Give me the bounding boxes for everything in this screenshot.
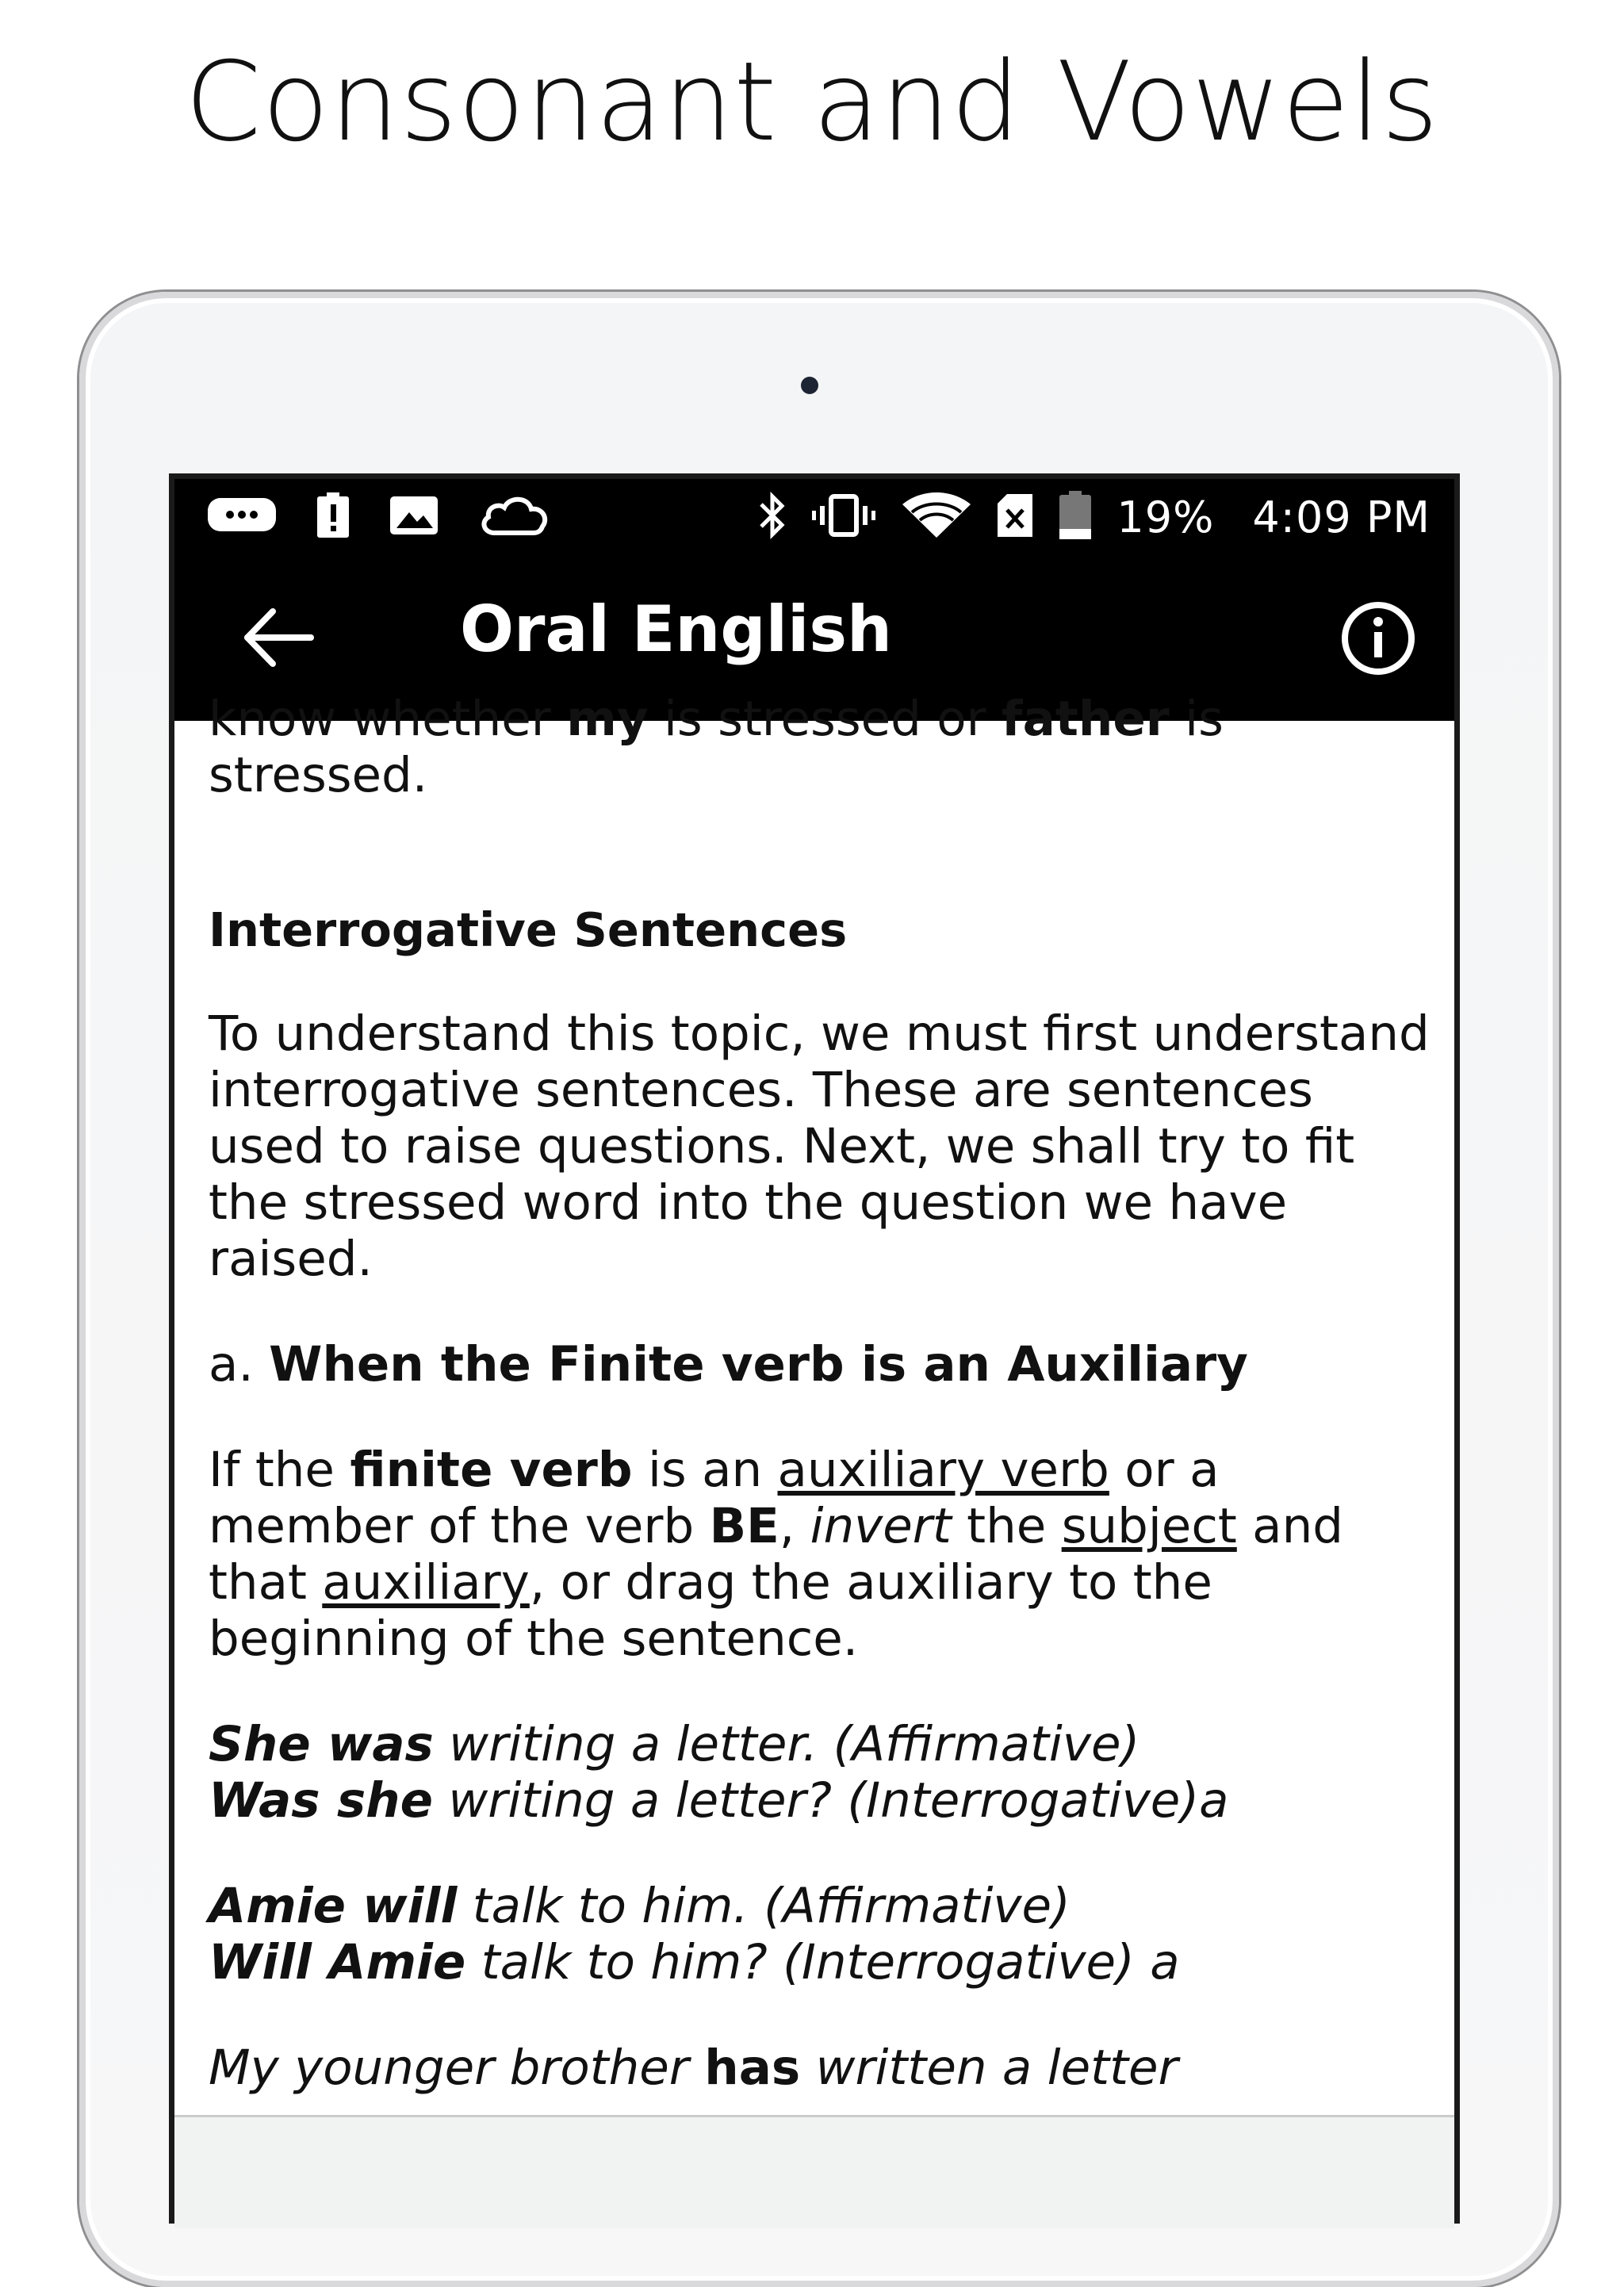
status-time: 4:09 PM [1252,492,1431,542]
text-span: and that [209,1498,1343,1611]
bluetooth-icon [758,492,787,542]
back-button[interactable] [238,602,317,673]
tablet-camera [801,377,818,394]
article-content[interactable] [174,691,1454,2096]
battery-icon [1058,491,1093,543]
bold-span: When the Finite verb is an Auxiliary [269,1336,1248,1393]
link-auxiliary-verb[interactable]: auxiliary verb [777,1442,1109,1498]
text-span: is stressed or [648,691,1002,747]
bold-span: has [704,2040,801,2096]
device-screen [169,473,1460,2224]
text-span: is an [632,1442,778,1498]
rule-paragraph [209,1442,1430,1667]
arrow-left-icon [238,602,317,673]
text-span: writing a letter? (Interrogative)a [432,1772,1229,1829]
text-span: a. [209,1336,270,1393]
bold-span: Will Amie [209,1934,466,1990]
text-span: talk to him. (Affirmative) [457,1878,1071,1934]
text-span: know whether [209,691,567,747]
wifi-icon [901,492,972,542]
text-span: My younger brother [209,2040,705,2096]
bottom-bar [174,2115,1454,2228]
example-2 [209,1878,1430,1990]
text-span: , [779,1498,810,1554]
subsection-heading [209,1336,1430,1393]
no-sim-icon [996,492,1034,542]
promo-title: Consonant and Vowels [185,38,1439,166]
bold-span: BE [709,1498,779,1554]
image-icon [389,495,439,539]
text-span: writing a letter. (Affirmative) [433,1716,1140,1772]
battery-alert-icon [316,492,350,542]
italic-span: invert [810,1498,952,1554]
bold-span: Amie will [209,1878,458,1934]
info-icon [1340,600,1416,676]
text-span: written a letter [800,2040,1178,2096]
bold-span: She was [209,1716,434,1772]
battery-percent: 19% [1116,492,1215,542]
text-span: is [1169,691,1224,747]
bold-span: father [1002,691,1170,747]
app-title: Oral English [460,592,892,666]
bold-span: Was she [209,1772,433,1829]
intro-paragraph: To understand this topic, we must first understand interrogative sentences. These are sentences used to raise questions. Next, we shall try to fit the stressed word into the question we have raised. [209,1006,1430,1287]
partial-paragraph [209,691,1430,803]
bold-span: finite verb [350,1442,633,1498]
vibrate-icon [810,493,877,541]
example-1 [209,1716,1430,1829]
text-span: the [951,1498,1062,1554]
info-button[interactable] [1340,600,1416,676]
message-icon [206,495,278,539]
section-heading: Interrogative Sentences [209,902,848,957]
cloud-icon [477,493,550,541]
text-span: If the [209,1442,350,1498]
status-bar [174,479,1454,554]
text-span: , or drag the auxiliary to the beginning of the sentence. [209,1554,1212,1667]
bold-span: my [566,691,649,747]
link-auxiliary[interactable]: auxiliary [322,1554,530,1611]
example-3 [209,2040,1430,2096]
text-span: or a member of the verb [209,1442,1220,1554]
text-span: talk to him? (Interrogative) a [465,1934,1180,1990]
text-span: stressed. [209,747,428,803]
link-subject[interactable]: subject [1061,1498,1237,1554]
